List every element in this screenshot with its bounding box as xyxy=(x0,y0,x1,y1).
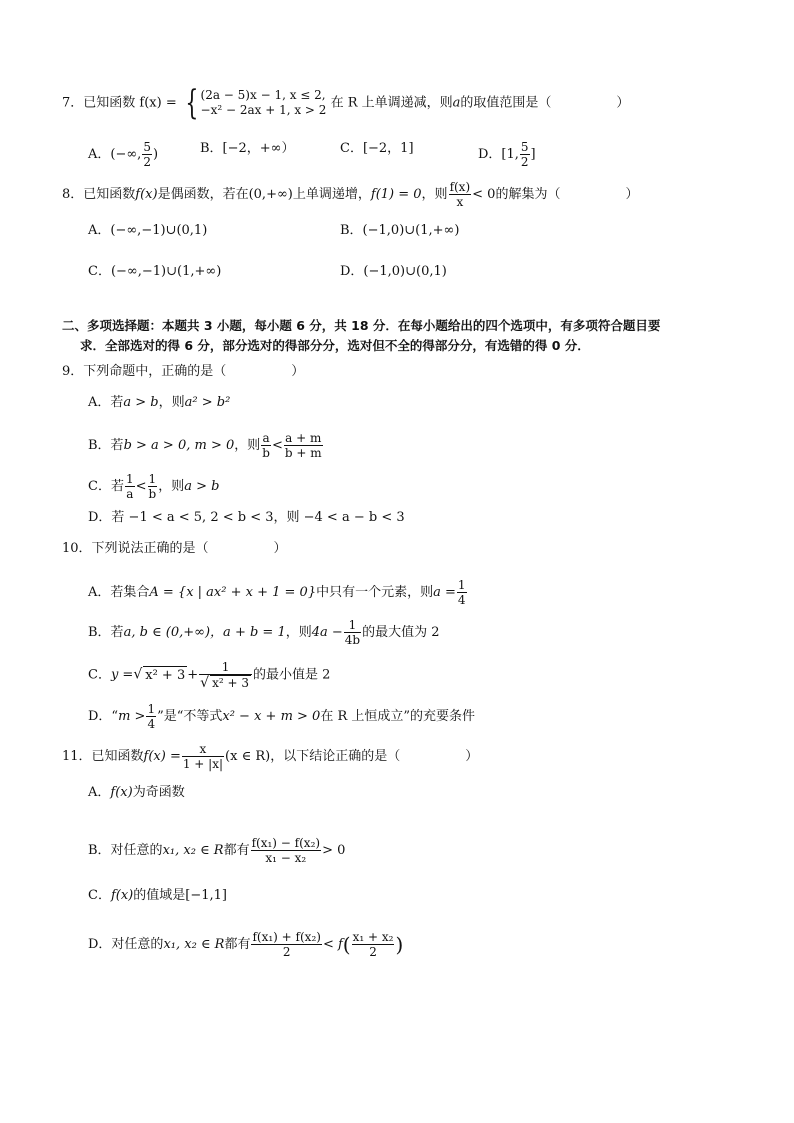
q7-opt-d-num: 5 xyxy=(520,140,529,154)
q11-opt-c-mid: 的值域是 xyxy=(133,888,186,903)
q10-opt-c-y: y = xyxy=(110,667,134,683)
section-2-heading-cont: 求．全部选对的得 6 分，部分选对的得部分分，选对但不全的得部分分，有选错的得 0 分． xyxy=(80,338,590,353)
q9-opt-c-pre: C．若 xyxy=(88,479,124,494)
q10-opt-c-frac xyxy=(199,660,252,690)
q11-opt-d-frac xyxy=(251,930,321,959)
sqrt-icon: √ xyxy=(133,666,143,683)
q10-opt-c-den-wrap xyxy=(199,675,252,690)
q11-option-b xyxy=(88,836,345,865)
q10-opt-d-num: 1 xyxy=(147,702,156,716)
q8-then: ，则 xyxy=(421,187,448,202)
q8-frac-num: f(x) xyxy=(449,180,471,194)
q9-opt-b-frac1 xyxy=(261,431,271,460)
question-8 xyxy=(62,180,638,209)
q11-opt-b-vars: x₁, x₂ ∈ R xyxy=(162,843,224,858)
q10-opt-a-mid: 中只有一个元素，则 xyxy=(316,585,434,600)
q9-option-a xyxy=(88,394,230,412)
q11-option-a xyxy=(88,784,185,802)
q9-opt-c-n2: 1 xyxy=(148,472,157,486)
q10-option-b xyxy=(88,618,440,647)
q8-fx: f(x) xyxy=(135,187,158,202)
q11-opt-b-frac xyxy=(251,836,321,865)
q7-prefix: 7．已知函数 xyxy=(62,95,136,111)
q8-frac-den: x xyxy=(456,195,464,209)
q11-option-d xyxy=(88,930,403,959)
q7-opt-d-den: 2 xyxy=(520,155,529,169)
q11-opt-d-num: f(x₁) + f(x₂) xyxy=(252,930,321,944)
q10-opt-a-pre: A．若集合 xyxy=(88,585,150,600)
q11-opt-b-num: f(x₁) − f(x₂) xyxy=(251,836,321,850)
q11-fx: f(x) = xyxy=(143,749,181,764)
q9-option-b xyxy=(88,431,324,460)
q10-opt-d-tail: 在 R 上恒成立”的充要条件 xyxy=(320,709,476,724)
q11-option-c xyxy=(88,887,227,905)
q7-case2: −x² − 2ax + 1, x > 2 xyxy=(200,103,327,117)
q11-opt-d-vars: x₁, x₂ ∈ R xyxy=(163,937,225,952)
q7-option-b: B．[−2，+∞） xyxy=(200,141,295,156)
q7-fx: f(x) = xyxy=(139,95,177,111)
q11-opt-a-tail: 为奇函数 xyxy=(132,785,185,800)
q11-opt-d-pre: D．对任意的 xyxy=(88,937,164,952)
q9-opt-b-pre: B．若 xyxy=(88,438,124,453)
q7-opt-d-frac xyxy=(520,140,530,169)
q7-suffix: 在 R 上单调递减，则 xyxy=(330,95,453,111)
q10-option-d xyxy=(88,702,475,731)
q7-option-a xyxy=(88,140,158,169)
q9-opt-b-n2: a + m xyxy=(285,431,322,445)
q9-opt-c-res: a > b xyxy=(184,479,220,494)
section-2-heading: 二、多项选择题：本题共 3 小题，每小题 6 分，共 18 分．在每小题给出的四个选项中，有多项符合题目要 xyxy=(62,318,661,333)
q9-opt-a-cond: a > b xyxy=(123,395,159,410)
q9-option-d: D．若 −1 < a < 5, 2 < b < 3，则 −4 < a − b < 3 xyxy=(88,510,405,525)
q7-opt-a-frac xyxy=(142,140,152,169)
paren-close-icon: ) xyxy=(395,932,404,957)
q9-opt-b-lt: < xyxy=(271,438,283,453)
q9-opt-c-lt: < xyxy=(135,479,147,494)
q11-opt-b-pre: B．对任意的 xyxy=(88,843,163,858)
question-7 xyxy=(62,83,630,123)
q8-mid2: 上单调递增， xyxy=(292,187,371,202)
q7-brace: { xyxy=(185,83,199,123)
q11-opt-c-expr: f(x) xyxy=(110,888,134,903)
q11-opt-d-num2: x₁ + x₂ xyxy=(352,930,394,944)
q10-opt-a-res: a = xyxy=(433,585,456,600)
q7-opt-d-post: ] xyxy=(530,147,536,162)
sqrt-icon: √ xyxy=(200,675,210,691)
q11-opt-b-tail: > 0 xyxy=(322,843,346,858)
q7-opt-a-num: 5 xyxy=(143,140,151,154)
q7-tail: 的取值范围是（ ） xyxy=(460,95,630,111)
q9-opt-b-n1: a xyxy=(262,431,270,445)
q10-opt-a-set: A = {x | ax² + x + 1 = 0} xyxy=(149,585,317,600)
paren-open-icon: ( xyxy=(342,932,351,957)
q7-option-c: C．[−2，1] xyxy=(340,141,414,156)
q9-opt-c-frac2 xyxy=(148,472,158,501)
q11-opt-d-den2: 2 xyxy=(369,945,377,959)
q10-opt-d-frac xyxy=(146,702,156,731)
q7-case1: (2a − 5)x − 1, x ≤ 2, xyxy=(200,88,326,102)
q11-opt-a-expr: f(x) xyxy=(110,785,133,800)
q11-opt-c-pre: C． xyxy=(88,888,111,903)
q9-opt-a-res: a² > b² xyxy=(184,395,231,410)
q9-opt-b-frac2 xyxy=(284,431,323,460)
q10-opt-d-pre: D．“ xyxy=(88,709,119,724)
q8-option-a: A．(−∞,−1)∪(0,1) xyxy=(88,223,208,238)
q10-opt-b-expr: 4a − xyxy=(311,625,343,640)
q10-opt-d-m: m > xyxy=(118,709,146,724)
q7-piecewise xyxy=(201,88,327,118)
question-10: 10．下列说法正确的是（ ） xyxy=(62,541,287,556)
q10-opt-b-num: 1 xyxy=(344,618,361,633)
q8-mid: 是偶函数，若在 xyxy=(157,187,249,202)
q8-ineq: < 0 xyxy=(472,187,496,202)
q10-option-a xyxy=(88,578,468,607)
q10-opt-d-ineq: x² − x + m > 0 xyxy=(222,709,321,724)
q7-opt-a-pre: A．(−∞, xyxy=(88,147,142,162)
q7-opt-a-post: ) xyxy=(152,147,159,162)
q9-opt-b-d1: b xyxy=(262,446,270,460)
q11-opt-b-den: x₁ − x₂ xyxy=(265,851,307,865)
q7-opt-d-pre: D．[1, xyxy=(478,147,519,162)
q7-option-d xyxy=(478,140,536,169)
q7-var: a xyxy=(452,95,461,111)
q10-opt-c-tail: 的最小值是 2 xyxy=(252,667,331,683)
q10-opt-a-num: 1 xyxy=(457,578,466,592)
q10-opt-b-mid: ，则 xyxy=(285,625,312,640)
q11-opt-d-mid: 都有 xyxy=(224,937,251,952)
question-9: 9．下列命题中，正确的是（ ） xyxy=(62,364,305,379)
q10-opt-c-pre: C． xyxy=(88,667,111,683)
q8-tail: 的解集为（ ） xyxy=(495,187,639,202)
q9-opt-c-mid: ，则 xyxy=(158,479,185,494)
q7-opt-a-den: 2 xyxy=(143,155,151,169)
q9-opt-c-n1: 1 xyxy=(125,472,134,486)
q10-opt-c-den: x² + 3 xyxy=(212,676,249,690)
q9-opt-c-frac1 xyxy=(125,472,135,501)
q11-opt-a-pre: A． xyxy=(88,785,111,800)
q8-option-d: D．(−1,0)∪(0,1) xyxy=(340,264,447,279)
q8-option-c: C．(−∞,−1)∪(1,+∞) xyxy=(88,264,222,279)
q11-num: x xyxy=(182,742,224,757)
q9-opt-c-d2: b xyxy=(148,487,157,501)
q10-opt-b-tail: 的最大值为 2 xyxy=(362,625,440,640)
q11-frac xyxy=(182,742,224,771)
q10-opt-d-mid: ”是“不等式 xyxy=(157,709,223,724)
question-11 xyxy=(62,742,478,771)
q10-opt-b-den: 4b xyxy=(344,633,361,647)
q10-opt-b-pre: B．若 xyxy=(88,625,124,640)
q11-den: 1 + |x| xyxy=(182,757,224,771)
q10-option-c xyxy=(88,660,330,690)
q8-f1: f(1) = 0 xyxy=(370,187,422,202)
q8-frac xyxy=(449,180,472,209)
q8-prefix: 8．已知函数 xyxy=(62,187,136,202)
q10-opt-a-frac xyxy=(457,578,467,607)
q9-option-c xyxy=(88,472,219,501)
q9-opt-b-cond: b > a > 0, m > 0 xyxy=(123,438,235,453)
q10-opt-a-den: 4 xyxy=(457,593,466,607)
q9-opt-a-pre: A．若 xyxy=(88,395,124,410)
q11-opt-d-den: 2 xyxy=(282,945,291,959)
q11-opt-d-frac2 xyxy=(352,930,395,959)
q10-opt-c-plus: + xyxy=(187,667,199,683)
q10-opt-b-frac xyxy=(344,618,361,647)
q8-interval: (0,+∞) xyxy=(248,187,293,202)
q10-opt-d-den: 4 xyxy=(147,717,156,731)
q11-prefix: 11．已知函数 xyxy=(62,749,144,764)
q9-opt-a-mid: ，则 xyxy=(158,395,185,410)
q11-opt-c-range: [−1,1] xyxy=(185,888,227,903)
q9-opt-b-d2: b + m xyxy=(284,446,322,460)
q11-opt-b-mid: 都有 xyxy=(223,843,250,858)
q11-dom: (x ∈ R) xyxy=(225,749,271,764)
q11-opt-d-lt: < f xyxy=(322,937,343,952)
q10-opt-b-cond: a, b ∈ (0,+∞)，a + b = 1 xyxy=(123,625,286,640)
q8-option-b: B．(−1,0)∪(1,+∞) xyxy=(340,223,460,238)
q9-opt-b-mid: ，则 xyxy=(234,438,261,453)
q11-tail: ，以下结论正确的是（ ） xyxy=(270,749,479,764)
q10-opt-c-num: 1 xyxy=(199,660,252,675)
q9-opt-c-d1: a xyxy=(126,487,134,501)
q10-opt-c-sqrt: x² + 3 xyxy=(145,667,186,683)
